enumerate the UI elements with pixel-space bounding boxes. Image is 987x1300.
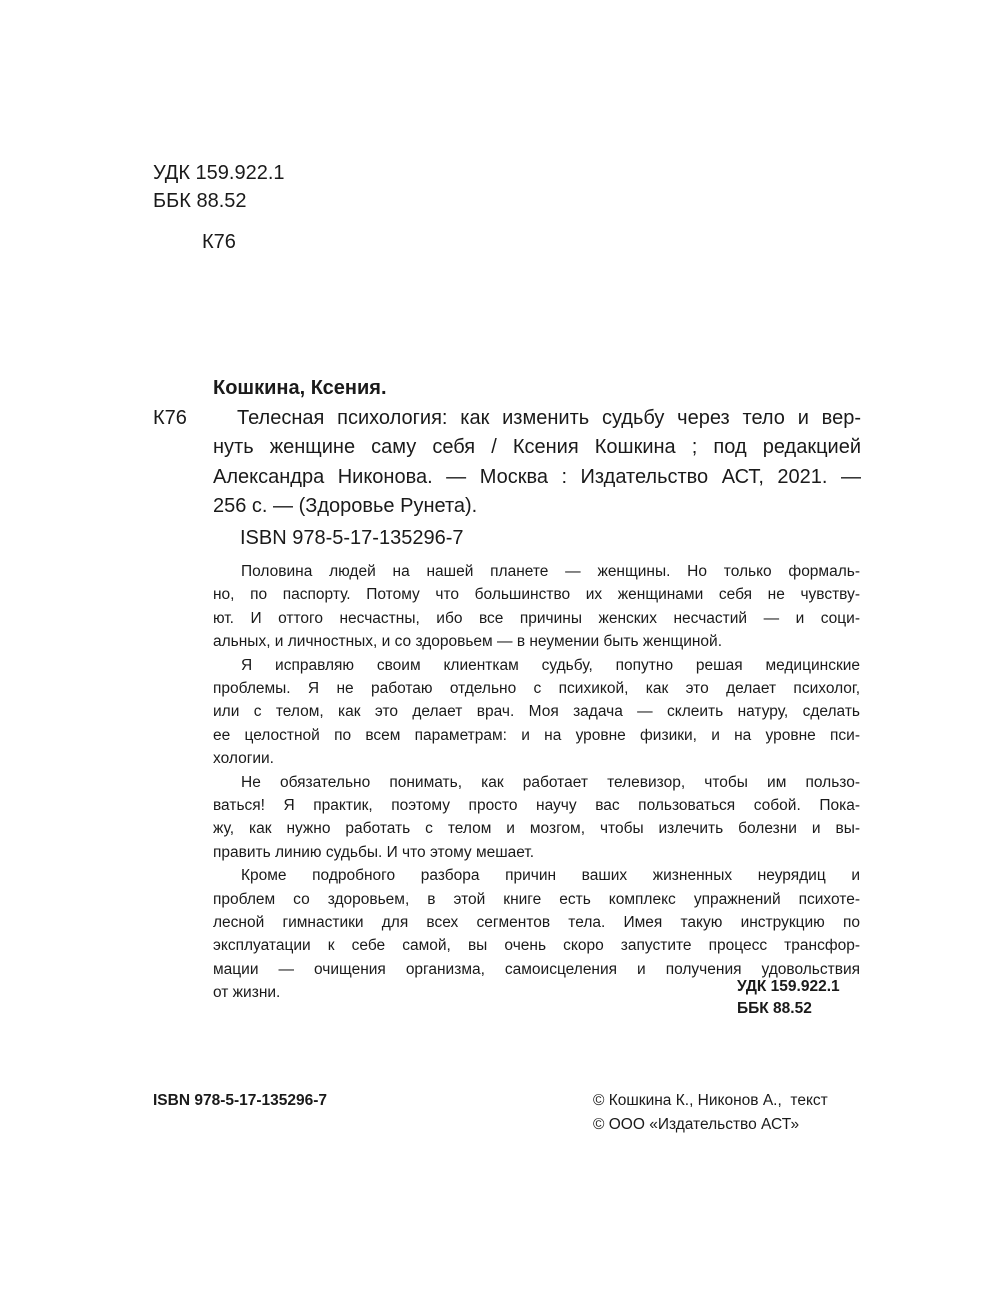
copyright-publisher: © ООО «Издательство АСТ» <box>593 1116 800 1133</box>
annotation-line: править линию судьбы. И что этому мешает. <box>213 844 535 861</box>
annotation-line: от жизни. <box>213 984 281 1001</box>
annotation-line: ваться! Я практик, поэтому просто научу вас пользоваться собой. Пока- <box>213 797 860 814</box>
annotation-line: но, по паспорту. Потому что большинство их женщинами себя не чувству- <box>213 586 860 603</box>
description-line: нуть женщине саму себя / Ксения Кошкина ; под редакцией <box>213 436 861 458</box>
udk-code: УДК 159.922.1 <box>153 162 285 184</box>
annotation-line: жу, как нужно работать с телом и мозгом, чтобы излечить болезни и вы- <box>213 820 860 837</box>
author-heading: Кошкина, Ксения. <box>213 377 387 399</box>
annotation-line: ее целостной по всем параметрам: и на уровне физики, и на уровне пси- <box>213 727 860 744</box>
bbk-code-bottom: ББК 88.52 <box>737 1000 812 1017</box>
annotation-line: эксплуатации к себе самой, вы очень скоро запустите процесс трансфор- <box>213 937 860 954</box>
isbn-entry: ISBN 978-5-17-135296-7 <box>240 527 464 549</box>
annotation-line: Кроме подробного разбора причин ваших жизненных неурядиц и <box>241 867 860 884</box>
annotation-line: Не обязательно понимать, как работает телевизор, чтобы им пользо- <box>241 774 860 791</box>
annotation-line: Половина людей на нашей планете — женщины. Но только формаль- <box>241 563 860 580</box>
bbk-code: ББК 88.52 <box>153 190 247 212</box>
annotation-line: или с телом, как это делает врач. Моя задача — склеить натуру, сделать <box>213 703 860 720</box>
udk-code-bottom: УДК 159.922.1 <box>737 978 840 995</box>
annotation-line: проблемы. Я не работаю отдельно с психикой, как это делает психолог, <box>213 680 860 697</box>
isbn-footer: ISBN 978-5-17-135296-7 <box>153 1092 328 1109</box>
annotation-line: лесной гимнастики для всех сегментов тела. Имея такую инструкцию по <box>213 914 860 931</box>
copyright-authors: © Кошкина К., Никонов А., текст <box>593 1092 828 1109</box>
description-line: Телесная психология: как изменить судьбу через тело и вер- <box>237 407 861 429</box>
annotation-line: хологии. <box>213 750 274 767</box>
annotation-line: Я исправляю своим клиенткам судьбу, попутно решая медицинские <box>241 657 860 674</box>
description-line: 256 с. — (Здоровье Рунета). <box>213 495 478 517</box>
description-line: Александра Никонова. — Москва : Издательство АСТ, 2021. — <box>213 466 861 488</box>
author-sign: К76 <box>202 231 236 253</box>
annotation-line: альных, и личностных, и со здоровьем — в неумении быть женщиной. <box>213 633 723 650</box>
entry-author-sign: К76 <box>153 407 187 429</box>
annotation-line: проблем со здоровьем, в этой книге есть комплекс упражнений психоте- <box>213 891 860 908</box>
annotation-line: мации — очищения организма, самоисцеления и получения удовольствия <box>213 961 860 978</box>
annotation-line: ют. И оттого несчастны, ибо все причины женских несчастий — и соци- <box>213 610 860 627</box>
